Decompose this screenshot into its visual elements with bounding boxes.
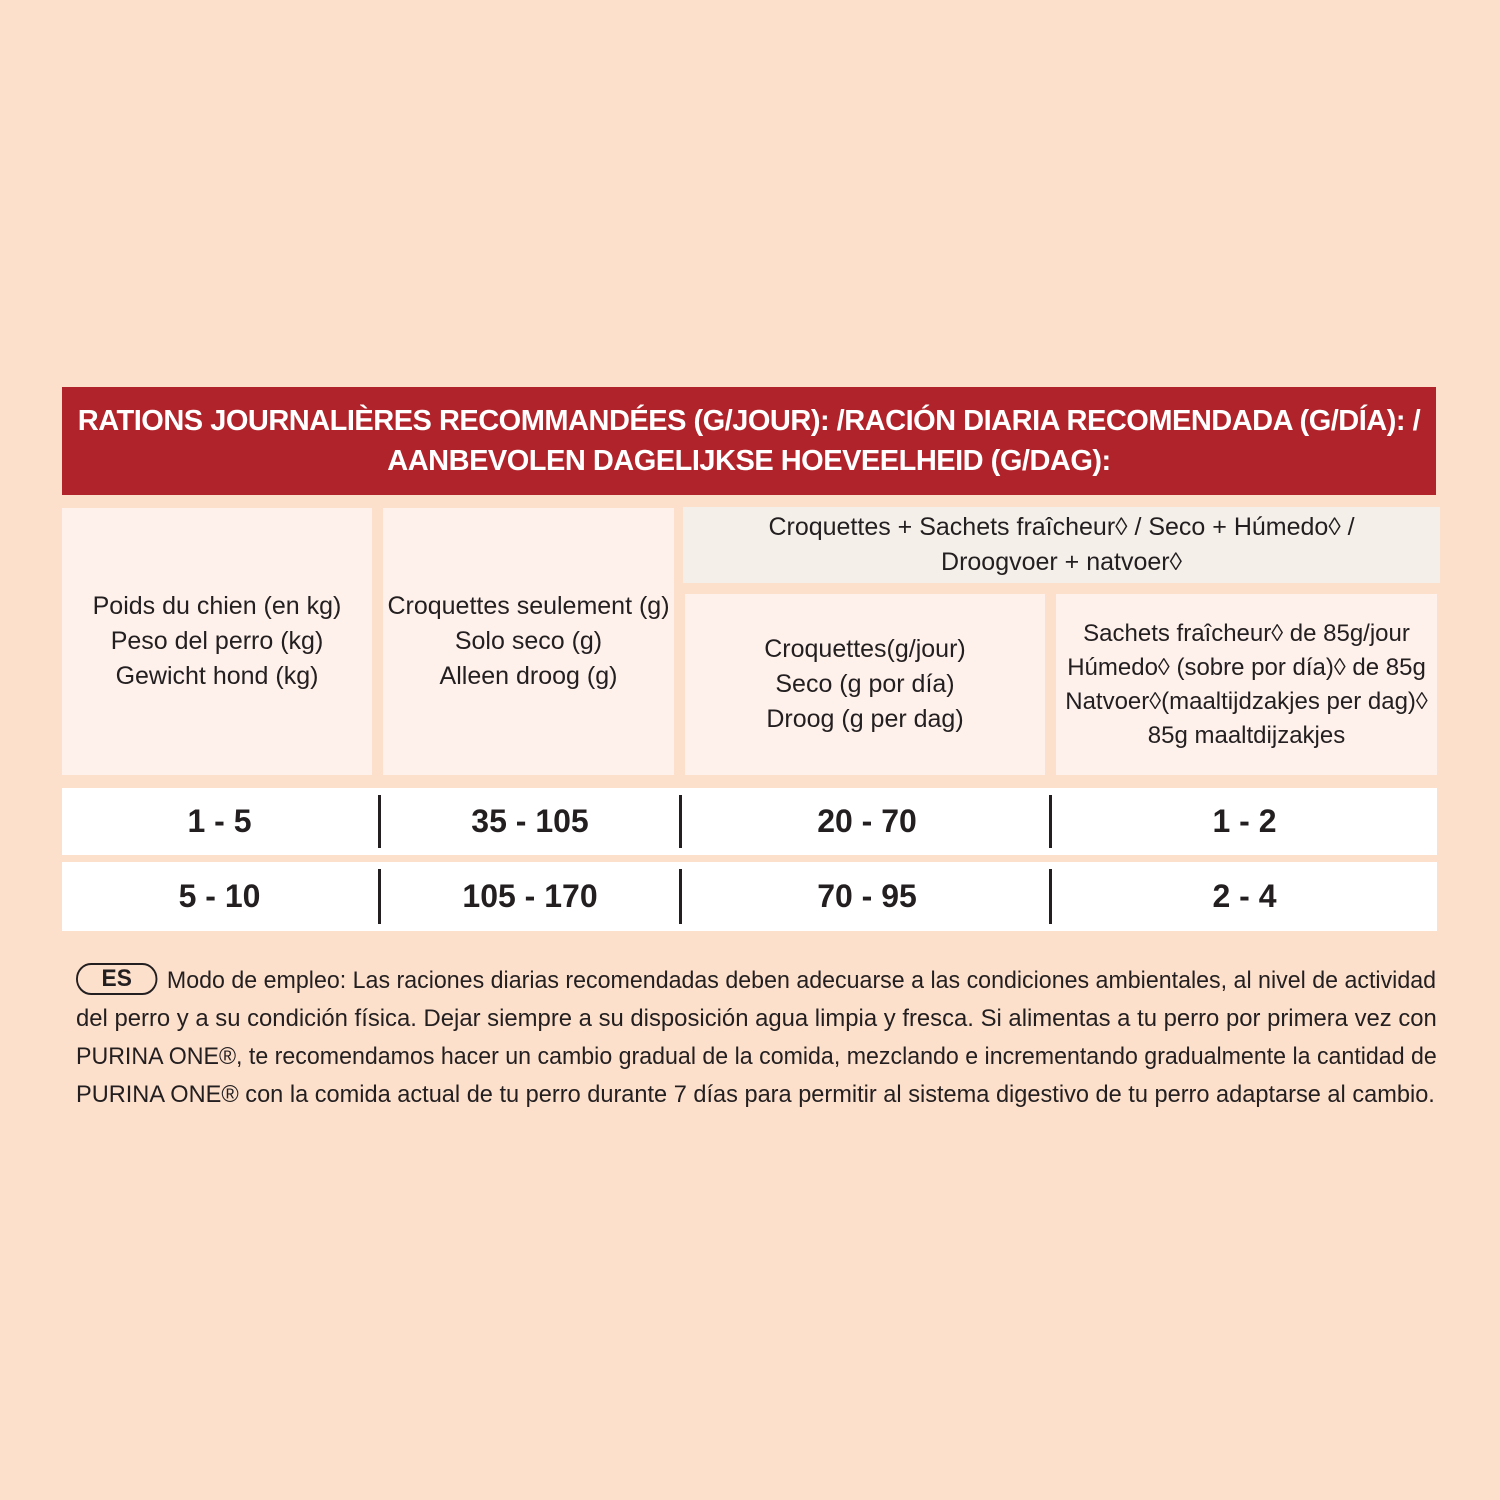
header-mixed-wet	[1056, 594, 1437, 775]
cell-dry-only: 105 - 170	[462, 878, 598, 914]
cell-mixed-dry: 20 - 70	[817, 803, 917, 839]
header-mixed-dry	[685, 594, 1045, 775]
header-text: Húmedo◊ (sobre por día)◊ de 85g	[1067, 653, 1426, 681]
header-text: Sachets fraîcheur◊ de 85g/jour	[1083, 619, 1410, 647]
header-text: Peso del perro (kg)	[110, 627, 324, 655]
usage-text: PURINA ONE® con la comida actual de tu perro durante 7 días para permitir al sistema digestivo de tu perro adaptarse al cambio.	[76, 1081, 1435, 1108]
header-text: Seco (g por día)	[775, 670, 955, 698]
header-text: Droog (g per dag)	[766, 705, 964, 733]
cell-weight: 5 - 10	[178, 878, 261, 914]
cell-mixed-dry: 70 - 95	[817, 878, 917, 914]
cell-mixed-wet: 2 - 4	[1212, 878, 1277, 914]
header-text: Natvoer◊(maaltijdzakjes per dag)◊	[1065, 687, 1428, 715]
table-title-line-1: RATIONS JOURNALIÈRES RECOMMANDÉES (G/JOUR): /RACIÓN DIARIA RECOMENDADA (G/DÍA): /	[77, 405, 1421, 437]
header-text: Croquettes + Sachets fraîcheur◊ / Seco + Húmedo◊ /	[768, 513, 1355, 541]
cell-mixed-wet: 1 - 2	[1212, 803, 1277, 839]
cell-weight: 1 - 5	[187, 803, 252, 839]
language-badge: ES	[76, 963, 157, 995]
table-title-line-2: AANBEVOLEN DAGELIJKSE HOEVEELHEID (G/DAG):	[387, 445, 1111, 477]
header-text: Croquettes(g/jour)	[764, 635, 966, 663]
header-text: Droogvoer + natvoer◊	[941, 548, 1182, 576]
table-title	[62, 387, 1436, 495]
usage-instructions	[76, 962, 1436, 1114]
cell-dry-only: 35 - 105	[471, 803, 589, 839]
usage-text: Modo de empleo: Las raciones diarias recomendadas deben adecuarse a las condiciones ambientales, al nivel de actividad	[166, 967, 1437, 994]
usage-line-1	[76, 962, 1437, 1000]
header-dog-weight	[62, 508, 372, 775]
header-text: Croquettes seulement (g)	[387, 592, 670, 620]
header-text: Poids du chien (en kg)	[92, 592, 342, 620]
table-row	[62, 788, 1437, 855]
usage-text: del perro y a su condición física. Dejar siempre a su disposición agua limpia y fresca. Si alimentas a tu perro por primera vez con	[76, 1005, 1437, 1032]
header-text: Solo seco (g)	[454, 627, 603, 655]
table-row	[62, 862, 1437, 931]
header-dry-only	[383, 508, 674, 775]
usage-text: PURINA ONE®, te recomendamos hacer un cambio gradual de la comida, mezclando e incrementando gradualmente la cantidad de	[76, 1043, 1437, 1070]
header-text: Gewicht hond (kg)	[115, 662, 319, 690]
header-text: Alleen droog (g)	[439, 662, 618, 690]
header-mixed-feeding-group	[683, 507, 1440, 583]
header-text: 85g maaltdijzakjes	[1147, 721, 1346, 749]
